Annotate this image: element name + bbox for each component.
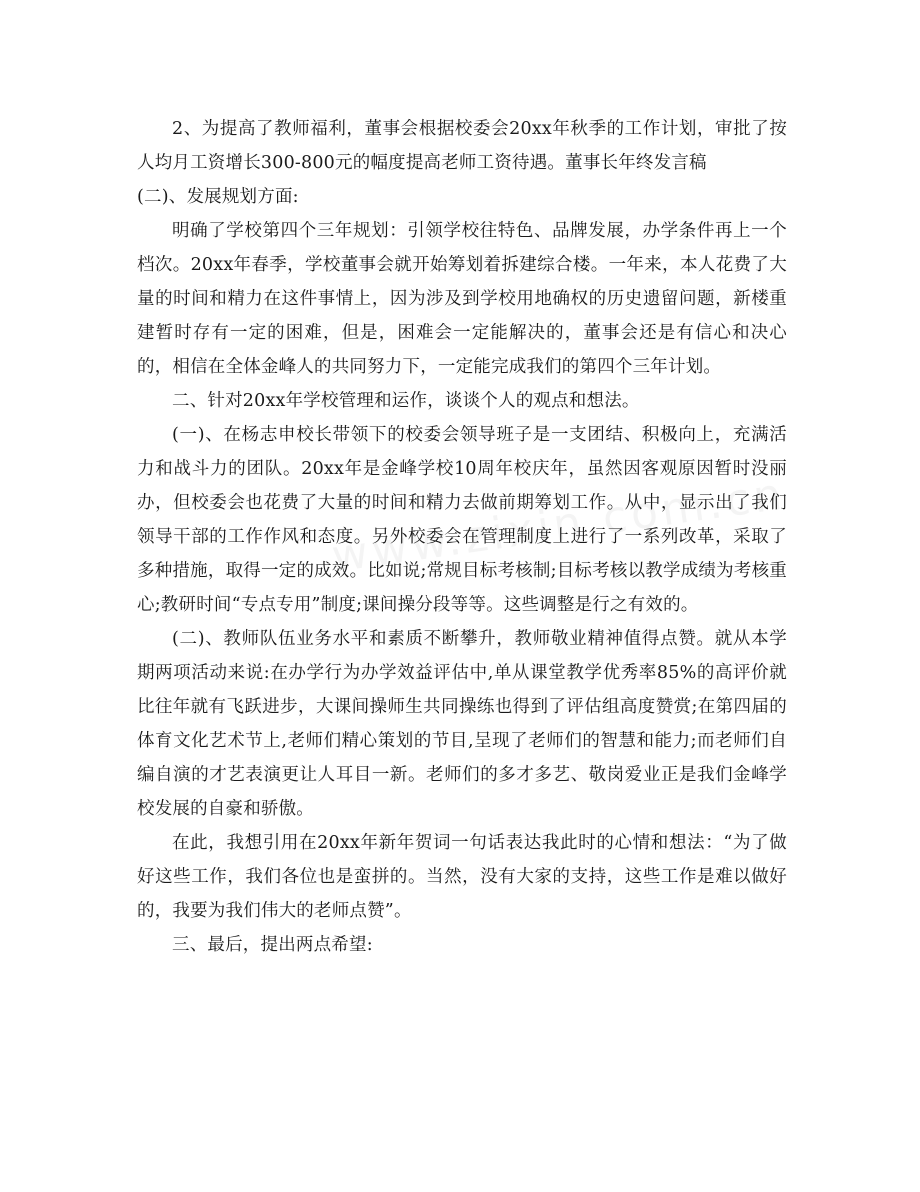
paragraph-development-plan: 明确了学校第四个三年规划：引领学校往特色、品牌发展，办学条件再上一个档次。20xx年春季，学校董事会就开始筹划着拆建综合楼。一年来，本人花费了大量的时间和精力在这件事情上，因为涉及到学校用地确权的历史遗留问题，新楼重建暂时存有一定的困难，但是，困难会一定能解决的，董事会还是有信心和决心的，相信在全体金峰人的共同努力下，一定能完成我们的第四个三年计划。 <box>137 221 787 377</box>
section-heading-management: 二、针对20xx年学校管理和运作，谈谈个人的观点和想法。 <box>172 391 640 411</box>
paragraph-welfare: 2、为提高了教师福利，董事会根据校委会20xx年秋季的工作计划，审批了按人均月工资增长300-800元的幅度提高老师工资待遇。董事长年终发言稿 <box>137 119 787 173</box>
document-body <box>137 112 787 962</box>
section-heading-hopes: 三、最后，提出两点希望: <box>172 935 373 955</box>
paragraph-quote: 在此，我想引用在20xx年新年贺词一句话表达我此时的心情和想法：“为了做好这些工作，我们各位也是蛮拼的。当然，没有大家的支持，这些工作是难以做好的，我要为我们伟大的老师点赞”。 <box>137 833 787 921</box>
section-heading-development: (二)、发展规划方面: <box>137 187 299 207</box>
paragraph-teacher-quality: (二)、教师队伍业务水平和素质不断攀升，教师敬业精神值得点赞。就从本学期两项活动来说:在办学行为办学效益评估中,单从课堂教学优秀率85%的高评价就比往年就有飞跃进步，大课间操师生共同操练也得到了评估组高度赞赏;在第四届的体育文化艺术节上,老师们精心策划的节目,呈现了老师们的智慧和能力;而老师们自编自演的才艺表演更让人耳目一新。老师们的多才多艺、敬岗爱业正是我们金峰学校发展的自豪和骄傲。 <box>137 629 787 819</box>
paragraph-leadership-team: (一)、在杨志申校长带领下的校委会领导班子是一支团结、积极向上，充满活力和战斗力的团队。20xx年是金峰学校10周年校庆年，虽然因客观原因暂时没丽办，但校委会也花费了大量的时间和精力去做前期筹划工作。从中，显示出了我们领导干部的工作作风和态度。另外校委会在管理制度上进行了一系列改革，采取了多种措施，取得一定的成效。比如说;常规目标考核制;目标考核以教学成绩为考核重心;教研时间“专点专用”制度;课间操分段等等。这些调整是行之有效的。 <box>137 425 787 615</box>
